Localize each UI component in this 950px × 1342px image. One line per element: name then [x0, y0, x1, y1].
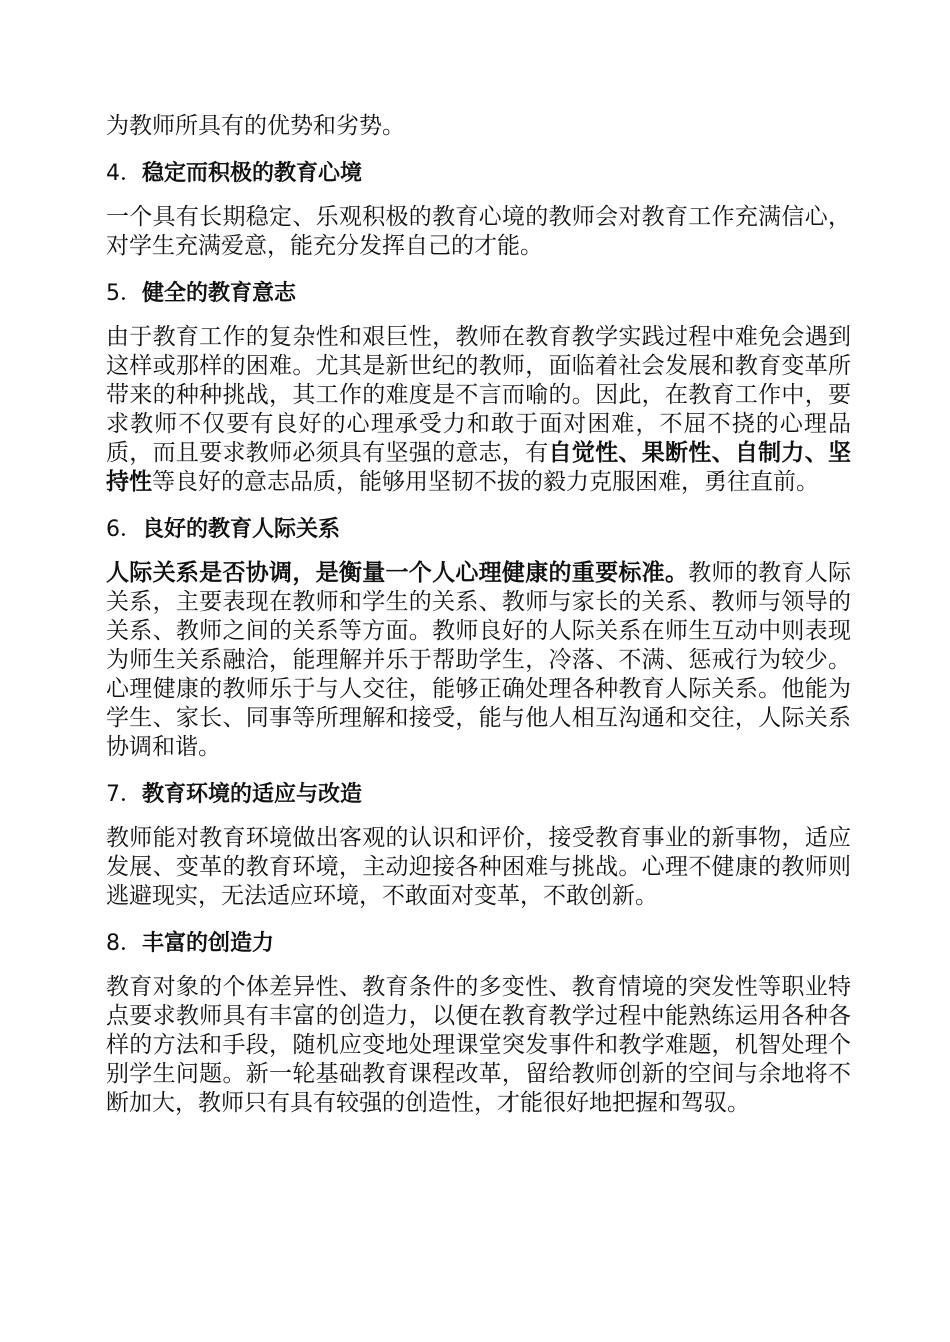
- section-number: 7．: [106, 782, 142, 807]
- section-8-body: 教育对象的个体差异性、教育条件的多变性、教育情境的突发性等职业特点要求教师具有丰富的创造力，以便在教育教学过程中能熟练运用各种各样的方法和手段，随机应变地处理课堂突发事件和教学难题，机智处理个别学生问题。新一轮基础教育课程改革，留给教师创新的空间与余地将不断加大，教师只有具有较强的创造性，才能很好地把握和驾驭。: [106, 974, 851, 1116]
- section-number: 8．: [106, 931, 142, 956]
- section-number: 4．: [106, 161, 142, 186]
- intro-paragraph: 为教师所具有的优势和劣势。: [106, 113, 405, 139]
- section-5-heading: [106, 279, 851, 308]
- section-title: 稳定而积极的教育心境: [142, 161, 363, 186]
- section-4-body: 一个具有长期稳定、乐观积极的教育心境的教师会对教育工作充满信心，对学生充满爱意，能充分发挥自己的才能。: [106, 204, 851, 259]
- body-text: 由于教育工作的复杂性和艰巨性，教师在教育教学实践过程中难免会遇到这样或那样的困难。尤其是新世纪的教师，面临着社会发展和教育变革所带来的种种挑战，其工作的难度是不言而喻的。因此，在教育工作中，要求教师不仅要有良好的心理承受力和敢于面对困难，不屈不挠的心理品质，而且要求教师必须具有坚强的意志，有: [106, 324, 851, 466]
- document-page: [106, 104, 851, 1118]
- section-number: 6．: [106, 517, 142, 542]
- section-6-body: [106, 559, 851, 762]
- section-7-heading: [106, 780, 851, 809]
- body-emphasis: 自觉性、果断性、自制力、坚持性: [106, 440, 852, 495]
- section-7-body: 教师能对教育环境做出客观的认识和评价，接受教育事业的新事物，适应发展、变革的教育环境，主动迎接各种困难与挑战。心理不健康的教师则逃避现实，无法适应环境，不敢面对变革，不敢创新。: [106, 825, 851, 909]
- section-title: 良好的教育人际关系: [142, 517, 341, 542]
- section-number: 5．: [106, 281, 142, 306]
- section-5-body: [106, 323, 851, 497]
- section-6-heading: [106, 515, 851, 544]
- section-title: 教育环境的适应与改造: [142, 782, 363, 807]
- body-emphasis: 人际关系是否协调，是衡量一个人心理健康的重要标准。: [106, 560, 689, 586]
- section-title: 健全的教育意志: [142, 281, 297, 306]
- section-8-heading: [106, 929, 851, 958]
- section-4-heading: [106, 159, 851, 188]
- section-title: 丰富的创造力: [142, 931, 275, 956]
- body-text: 等良好的意志品质，能够用坚韧不拔的毅力克服困难，勇往直前。: [152, 469, 819, 495]
- body-text: 教师的教育人际关系，主要表现在教师和学生的关系、教师与家长的关系、教师与领导的关系、教师之间的关系等方面。教师良好的人际关系在师生互动中则表现为师生关系融洽，能理解并乐于帮助学生，冷落、不满、惩戒行为较少。心理健康的教师乐于与人交往，能够正确处理各种教育人际关系。他能为学生、家长、同事等所理解和接受，能与他人相互沟通和交往，人际关系协调和谐。: [106, 560, 852, 760]
